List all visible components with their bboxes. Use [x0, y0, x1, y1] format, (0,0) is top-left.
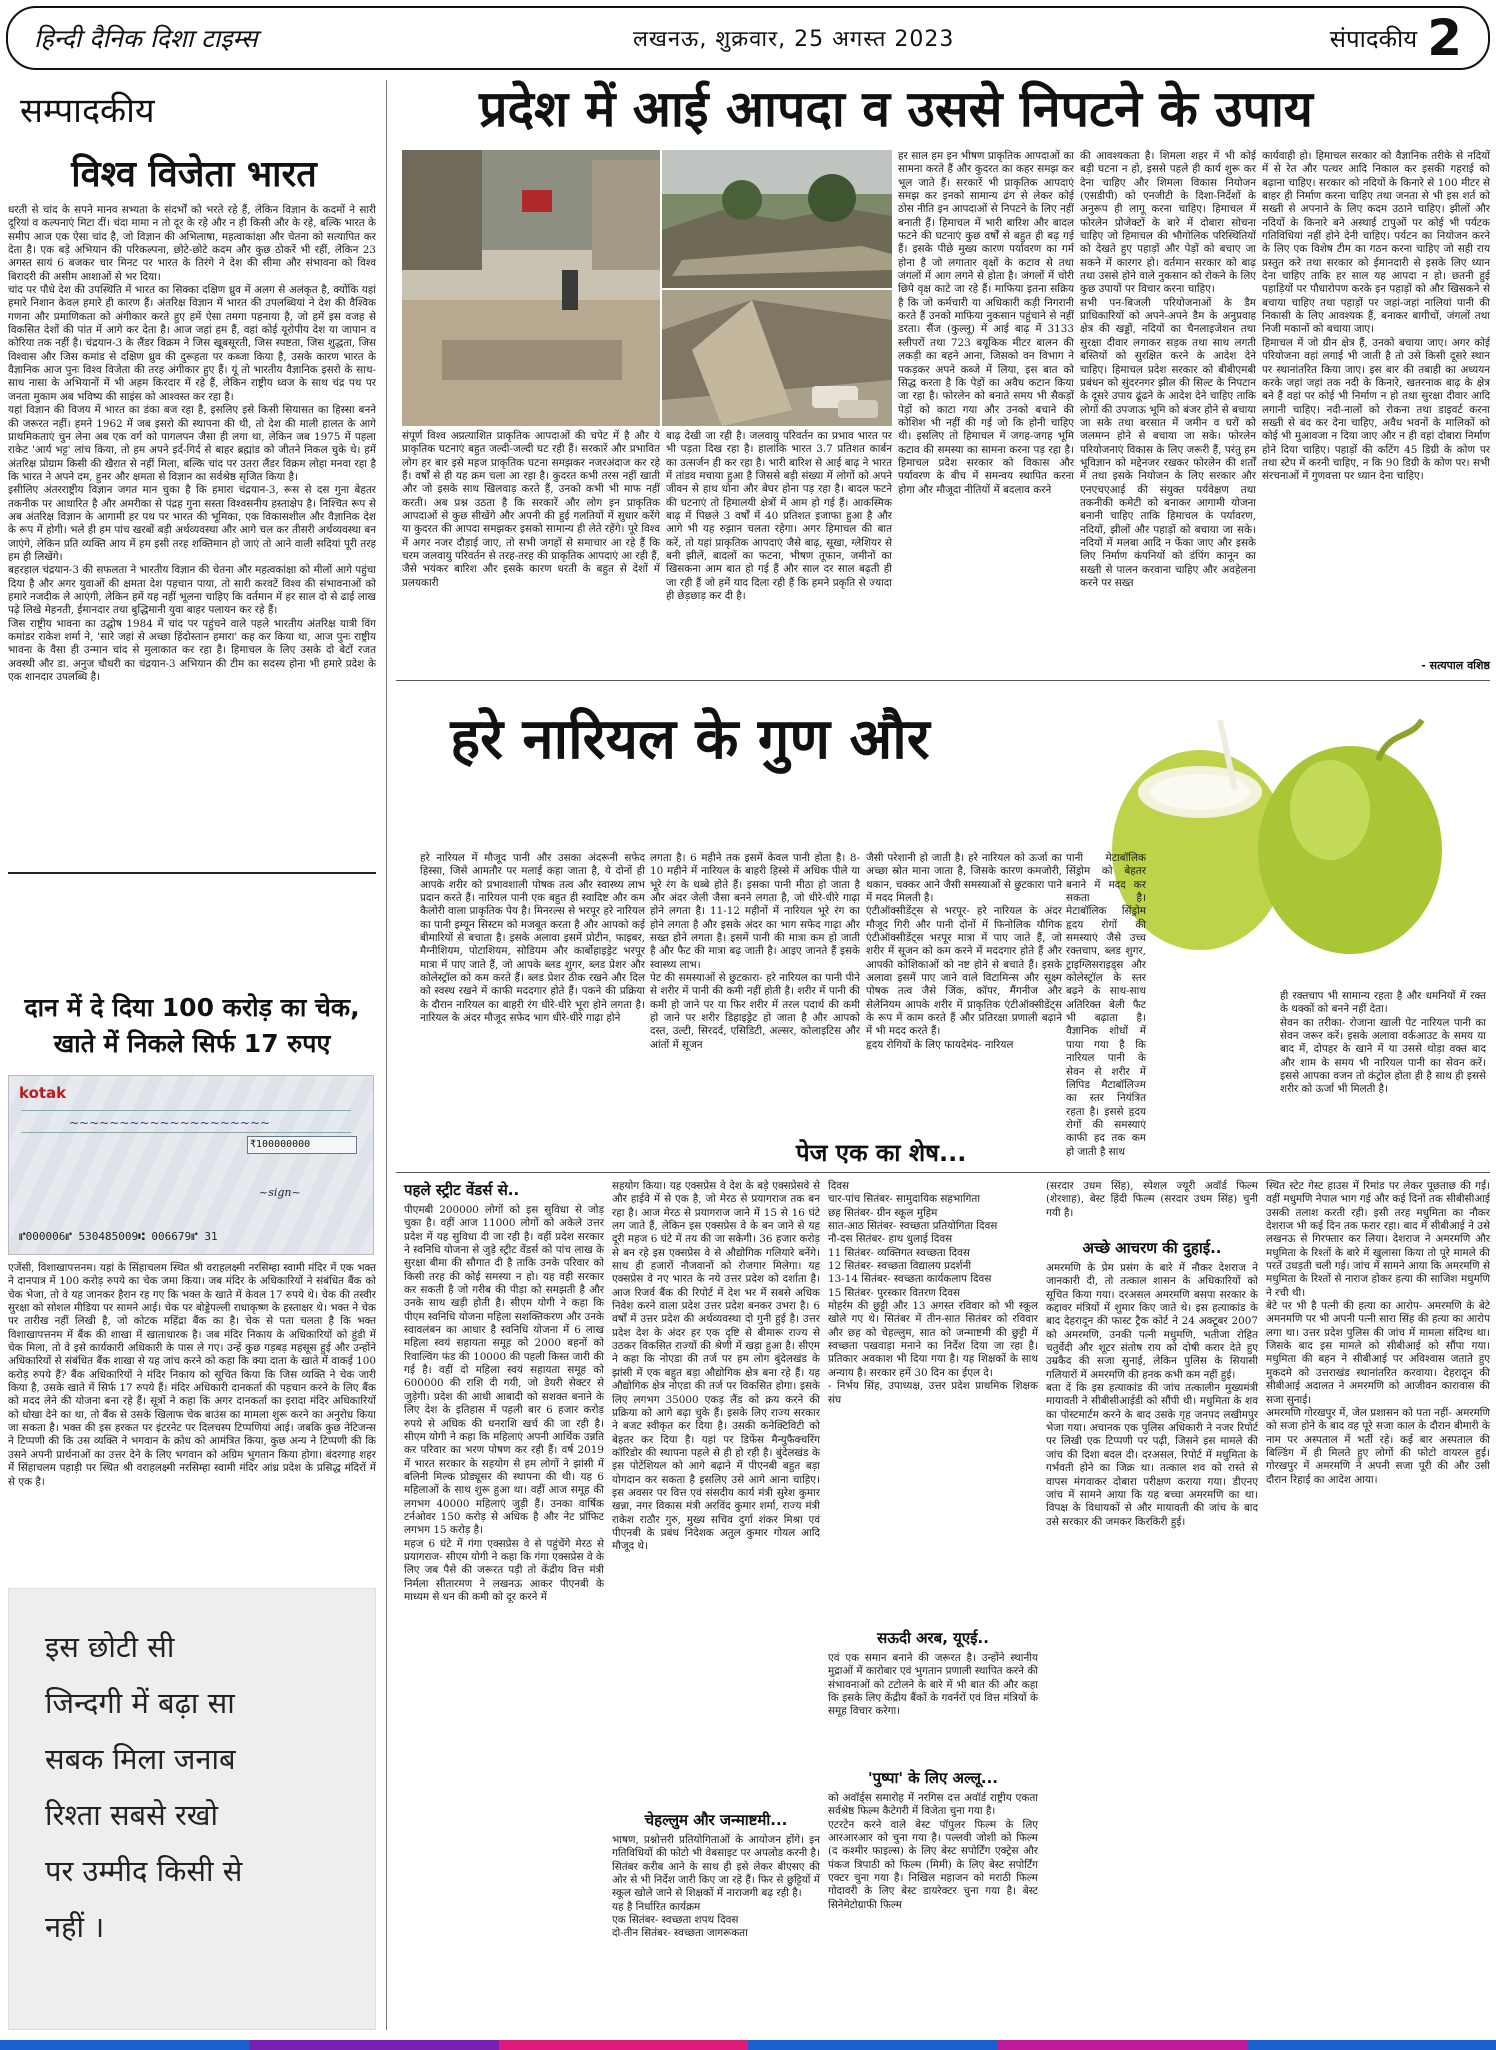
cheque-amount: ₹100000000 — [247, 1136, 357, 1154]
cheque-story-body: एजेंसी, विशाखापत्तनम। यहां के सिंहाचलम स्थित श्री वराहलक्ष्मी नरसिम्हा स्वामी मंदिर में एक भक्त ने दानपात्र में 100 करोड़ रुपये का चेक जमा किया। जब मंदिर के अधिकारियों ने संबंधित बैंक को चेक भेजा, तो वे यह जानकर हैरान रह गए कि भक्त के खाते में केवल 17 रुपये थे। चेक की तस्वीर सुरक्षा को सोशल मीडिया पर सामने आई। चेक पर बोड्डेपल्ली राधाकृष्ण के हस्ताक्षर थे। भक्त ने चेक पर तारीख नहीं लिखी है, जो कोटक महिंद्रा बैंक का है। चेक से पता चलता है कि भक्त विशाखापत्तनम में बैंक की शाखा में खाताधारक है। जब मंदिर निकाय के अधिकारियों को हुंडी में चेक मिला, तो वे इसे कार्यकारी अधिकारी के पास ले गए। उन्हें कुछ गड़बड़ महसूस हुई और उन्होंने अधिकारियों से संबंधित बैंक शाखा से यह जांच करने को कहा कि क्या दाता के खाते में वाकई 100 करोड़ रुपये हैं? बैंक अधिकारियों ने मंदिर निकाय को सूचित किया कि जिस व्यक्ति ने चेक जारी किया है, उसके खाते में सिर्फ 17 रुपये हैं। मंदिर अधिकारी दानकर्ता की पहचान करने के लिए बैंक को मदद लेने की योजना बना रहे हैं। सूत्रों ने कहा कि अगर दानकर्ता का इरादा मंदिर अधिकारियों को धोखा देने का था, तो बैंक से उसके खिलाफ चेक बाउंस का मामला शुरू करने का अनुरोध किया जा सकता है। भक्त की इस हरकत पर इंटरनेट पर दिलचस्प टिप्पणियां आई। जबकि कुछ नेटिजन्स ने टिप्पणी की कि उस व्यक्ति ने भगवान के क्रोध को आमंत्रित किया, कुछ अन्य ने टिप्पणी की कि उसने अपनी प्रार्थनाओं का उत्तर देने के लिए भगवान को अग्रिम भुगतान किया होगा। बंदरगाह शहर में सिंहाचलम पहाड़ी पर स्थित श्री वराहलक्ष्मी नरसिम्हा स्वामी मंदिर आंध्र प्रदेश के प्रसिद्ध मंदिरों में से एक है। — [8, 1262, 376, 1488]
editorial-label: सम्पादकीय — [20, 91, 155, 131]
disaster-col-5: कार्यवाही हो। हिमाचल सरकार को वैज्ञानिक तरीके से नदियों में से रेत और पत्थर आदि निकाल कर इसकी गहराई को बढ़ाना चाहिए। सरकार को नदियों के किनारे से 100 मीटर से बाहर ही निर्माण करना चाहिए तथा जनता से भी इस शर्त को सख्ती से अपनाने के लिए कदम उठाने चाहिए। झीलों और नदियों के किनारे बने अस्थाई टापुओं पर कोई भी पर्यटक गतिविधियां नहीं होने देनी चाहिए। पर्यटन का नियोजन करने के लिए एक विशेष टीम का गठन करना चाहिए जो सही राय प्रस्तुत करे तथा सरकार को ईमानदारी से इसके लिए ध्यान देना चाहिए ताकि हर साल यह आपदा न हो। छतनी हुई पहाड़ियों पर पौधारोपण करके इन पहाड़ों को और खिसकने से बचाया चाहिए तथा पहाड़ों पर जहां-जहां नालियां पानी की निकासी के लिए आवश्यक हैं, बनाकर बागीचों, जंगलों तथा निजी मकानों को बचाया जाए। हिमाचल में जो ग्रीन क्षेत्र हैं, उनको बचाया जाए। अगर कोई परियोजना वहां लगाई भी जाती है तो उसे किसी दूसरे स्थान पर स्थानांतरित किया जाए। इस बार की तबाही का अध्ययन करके जहां जहां तक नदी के किनारे, खतरनाक बाढ़ के क्षेत्र बने हैं वहां पर कोई भी निर्माण न हो तथा सुरक्षा दीवार आदि लगानी चाहिए। नदी-नालों को रोकना तथा डाइवर्ट करना सख्ती से बंद कर देना चाहिए, अवैध भवनों के मालिकों को कोई भी मुआवजा न दिया जाए और न ही वहां दोबारा निर्माण होने दिया चाहिए। पहाड़ों की कटिंग 45 डिग्री के कोण पर तथा स्टेप में करनी चाहिए, न कि 90 डिग्री के कोण पर। सभी संरचनाओं में गुणवत्ता पर ध्यान देना चाहिए। — [1262, 150, 1490, 483]
masthead — [6, 6, 1490, 70]
coconut-headline: हरे नारियल के गुण और — [450, 707, 930, 772]
coconut-col-2: लगता है। 6 महीने तक इसमें केवल पानी होता है। 8-10 महीने में नारियल के बाहरी हिस्से में अधिक पीले या भूरे रंग के धब्बे होते हैं। इसका पानी मीठा हो जाता है और अंदर जेली जैसा बनने लगता है, जो धीरे-धीरे गाढ़ा होने लगता है। 11-12 महीनों में नारियल भूरे रंग का होने लगता है और इसके अंदर का भाग सफेद गाढ़ा और सख्त होने लगता है। इसमें पानी की मात्रा कम हो जाती है और फैट की मात्रा बढ़ जाती है। आइए जानते हैं इसके स्वास्थ्य लाभ। पेट की समस्याओं से छुटकारा- हरे नारियल का पानी पीने से शरीर में पानी की कमी नहीं होती है। शरीर में पानी की कमी हो जाने पर या फिर शरीर में तरल पदार्थ की कमी हो जाने पर शरीर डिहाइड्रेट हो जाता है और आपको दस्त, उल्टी, सिरदर्द, एसिडिटी, अल्सर, कोलाइटिस और आंतों में सूजन — [650, 852, 860, 1051]
cheque-image — [8, 1075, 374, 1255]
disaster-col-2: बाढ़ देखी जा रही है। जलवायु परिवर्तन का प्रभाव भारत पर भी पड़ता दिख रहा है। हालांकि भारत 3.7 प्रतिशत कार्बन का उत्सर्जन ही कर रहा है। भारी बारिश से आई बाढ़ ने भारत में तांडव मचाया हुआ है जिससे बड़ी संख्या में लोगों को अपने जीवन से हाथ धोना और बेघर होना पड़ रहा है। बादल फटने की घटनाएं तो हिमालयी क्षेत्रों में आम हो गई हैं। आकस्मिक बाढ़ में पिछले 3 वर्षों में 40 प्रतिशत इजाफा हुआ है और आगे भी यह रुझान चलता रहेगा। अगर हिमाचल की बात करें, तो यहां प्राकृतिक आपदाएं जैसे बाढ़, सूखा, ग्लेशियर से बनी झीलें, बादलों का फटना, भीषण तूफान, जमीनों का खिसकना आम बात हो गई हैं और साल दर साल बढ़ती ही जा रही हैं जो हमें याद दिला रही हैं कि हमने प्रकृति से ज्यादा ही छेड़छाड़ कर दी है। — [666, 430, 892, 603]
saudi-title: सऊदी अरब, यूएई.. — [877, 1629, 989, 1647]
quote-box — [8, 1588, 376, 2030]
divider — [8, 872, 376, 874]
editorial-body: धरती से चांद के सपने मानव सभ्यता के संदर्भों को भरते रहे हैं, लेकिन विज्ञान के कदमों ने सारी दूरियां व कल्पनाएं मिटा दीं। चंदा मामा न तो दूर के रहे और न ही किसी और के रहे, बल्कि भारत के समीप आज एक ऐसा चांद है, जो विज्ञान की अभिलाषा, महत्वाकांक्षा और चेतना को सत्यापित कर देता है। एक बड़े अभियान की परिकल्पना, छोटे-छोटे कदम और कुछ ठोकरें भी रहीं, लेकिन 23 अगस्त सायं 6 बजकर चार मिनट पर भारत के तिरंगे ने देश की सीमा और संभावना को विश्व बिरादरी की असीम आशाओं से भर दिया। चांद पर पौधे देश की उपस्थिति में भारत का सिक्का दक्षिण ध्रुव में अलग से अलंकृत है, क्योंकि यहां हमारे निशान केवल हमारे ही कारण हैं। अंतरिक्ष विज्ञान में भारत की उपलब्धियां ने देश की वैश्विक गणना और प्रमाणिकता को अंगीकार करते हुए हमें ऐसा तमगा पहनाया है, जो हमें इस वजह से विकसित देशों की पांत में आगे कर देता है। आज जहां हम हैं, वहां कोई यूरोपीय देश या जापान व कोरिया तक नहीं है। चंद्रयान-3 के लैंडर विक्रम ने जिस खूबसूरती, जिस स्पष्टता, जिस शुद्धता, जिस विश्वास और जिस कमांड से दक्षिण ध्रुव की दुरूहता पर कब्जा किया है, उसके कारण भारत के वैज्ञानिक आज पुनः विश्व विजेता की तरह अंगीकार हुए हैं। यूं तो भारतीय वैज्ञानिक इसरो के साथ-साथ नासा के अभियानों में भी अहम किरदार में रहे हैं, लेकिन राष्ट्रीय ध्वज के साथ चंद्र पथ पर जनता मुकाम अब भविष्य की साइंस को आश्वस्त कर रहा है। यहां विज्ञान की विजय में भारत का डंका बज रहा है, इसलिए इसे किसी सियासत का हिस्सा बनने की जरूरत नहीं। हमने 1962 में जब इसरो की स्थापना की थी, तो देश की माली हालत के आगे प्राथमिकताएं चुन लेना अब एक वर्ग को पागलपन जैसा ही लगा था, लेकिन जब 1975 में पहला राकेट 'आर्य भट्ट' लांच किया, तो हम अपने इर्द-गिर्द से बाहर ब्रह्मांड को जीतने निकल चुके थे। हमें अंतरिक्ष प्रोग्राम किसी की खैरात से नहीं मिला, बल्कि चांद पर उतरा लैंडर विक्रम लोहा मनवा रहा है कि भारत ने अपने दम, हुनर और क्षमता से विज्ञान का सर्वश्रेष्ठ सृजित किया है। इसीलिए अंतरराष्ट्रीय विज्ञान जगत मान चुका है कि हमारा चंद्रयान-3, रूस से दस गुना बेहतर तकनीक पर आधारित है और अमरीका से पंद्रह गुना सस्ता विश्वसनीय हस्ताक्षेप है। निश्चित रूप से अब अंतरिक्ष विज्ञान के आगामी हर पथ पर भारत की भूमिका, एक विकासशील और वैज्ञानिक देश के रूप में होगी। भले ही हम पांच खरबों बड़ी अर्थव्यवस्था और आगे चल कर तीसरी अर्थव्यवस्था बन जाएंगे, लेकिन प्रति व्यक्ति आय में हम इसी तरह शक्तिमान हो जाएं तो आने वाली सदियां पूरी तरह हम ही लिखेंगे। बहरहाल चंद्रयान-3 की सफलता ने भारतीय विज्ञान की चेतना और महत्वकांक्षा को मीलों आगे पहुंचा दिया है और अगर युवाओं की क्षमता देश पहचान पाया, तो सारी करवटें विश्व की संभावनाओं को हमारे नजदीक ले आएंगी, लेकिन हमें यह नहीं भूलना चाहिए कि वर्तमान में हर साल दो से ढाई लाख पढ़े लिखे मेहनती, ईमानदार तथा बुद्धिमानी युवा बाहर पलायन कर रहे हैं। जिस राष्ट्रीय भावना का उद्घोष 1984 में चांद पर पहुंचने वाले पहले भारतीय अंतरिक्ष यात्री विंग कमांडर राकेश शर्मा ने, 'सारे जहां से अच्छा हिंदोस्तान हमारा' कह कर किया था, आज पुनः राष्ट्रीय भावना के वैसा ही उन्मान चांद से मुलाकात कर रहा है। हिमाचल के लिए उसके दो बेटों रजत अवस्थी और डा. अनुज चौधरी का चंद्रयान-3 अभियान की टीम का सदस्य होना भी हमारे प्रदेश के एक शानदार उपलब्धि है। — [8, 204, 376, 684]
cheque-story-title: दान में दे दिया 100 करोड़ का चेक, खाते में निकले सिर्फ 17 रुपए — [24, 993, 360, 1058]
strip-segment — [748, 2040, 997, 2050]
street-vendors-title: पहले स्ट्रीट वेंडर्स से.. — [404, 1181, 520, 1199]
strip-segment — [249, 2040, 498, 2050]
saudi-body: एवं एक समान बनाने की जरूरत है। उन्होंने स्थानीय मुद्राओं में कारोबार एवं भुगतान प्रणाली स्थापित करने की संभावनाओं को टटोलने के बारे में भी बात की और कहा कि इसके लिए केंद्रीय बैंकों के गवर्नरों एवं वित्त मंत्रियों के समूह विचार करेगा। — [828, 1652, 1038, 1718]
landslide-photo — [662, 290, 892, 426]
page-number: 2 — [1427, 9, 1462, 67]
page-one-rest-label: पेज एक का शेष... — [796, 1139, 967, 1167]
divider — [396, 680, 1490, 681]
disaster-col-4: की आवश्यकता है। शिमला शहर में भी कोई बड़ी घटना न हो, इससे पहले ही कार्य शुरू कर देना चाहिए और शिमला विकास नियोजन (एसडीपी) को एनजीटी के दिशा-निर्देशों के अनुरूप ही लागू करना चाहिए। हिमाचल में फोरलेन प्रोजेक्टों के बारे में दोबारा सोचना चाहिए जो हिमाचल की भौगोलिक परिस्थितियों को देखते हुए पहाड़ों और पेड़ों को बचाए जा सकने में कारगर हो। वर्तमान सरकार को बाढ़ तथा उससे होने वाले नुकसान को रोकने के लिए कुछ उपायों पर विचार करना चाहिए। सभी पन-बिजली परियोजनाओं के डैम प्राधिकारियों को अपने-अपने डैम के अनुप्रवाह क्षेत्र की खड्डों, नदियों का चैनलाइजेशन तथा सुरक्षा दीवार लगाकर सड़क तथा साथ लगती बस्तियों को सुरक्षित करने के आदेश देने चाहिए। हिमाचल प्रदेश सरकार को बीबीएमबी प्रबंधन को सुंदरनगर झील की सिल्ट के निपटान के दूसरे उपाय ढूंढने के आदेश देने चाहिए ताकि लोगों की उपजाऊ भूमि को बंजर होने से बचाया जा सके तथा बरसात में जमीन व घरों को जलमग्न होने से बचाया जा सके। फोरलेन परियोजनाएं विकास के लिए जरूरी हैं, परंतु हम भूविज्ञान को मद्देनजर रखकर फोरलेन की शर्तों में तथा इसके नियोजन के लिए सरकार और एनएचएआई की संयुक्त पर्यवेक्षण तथा तकनीकी कमेटी को बनाकर आगामी योजना बनानी चाहिए ताकि हिमाचल के पर्यावरण, नदियों, झीलों और पहाड़ों को बचाया जा सके। नदियों में मलबा आदि न फेंका जाए और इसके लिए निर्माण कंपनियों को डंपिंग कानून का सख्ती से पालन करवाना चाहिए और अवहेलना करने पर सख्त — [1080, 150, 1256, 589]
pushpa-body: को अवॉर्ड्स समारोह में नरगिस दत्त अवॉर्ड राष्ट्रीय एकता सर्वश्रेष्ठ फिल्म कैटेगरी में विजेता चुना गया है। एटरटेन करने वाले बेस्ट पॉपुलर फिल्म के लिए आरआरआर को चुना गया है। पल्लवी जोशी को फिल्म (द कश्मीर फाइल्स) के लिए बेस्ट सपोर्टिंग एक्ट्रेस और पंकज त्रिपाठी को फिल्म (मिमी) के लिए बेस्ट सपोर्टिंग एक्टर चुना गया है। निखिल महाजन को मराठी फिल्म गोदावरी के लिए बेस्ट डायरेक्टर चुना गया है। बेस्ट सिनेमेटोग्राफी फिल्म — [828, 1792, 1038, 1911]
strip-segment — [499, 2040, 748, 2050]
awards-continued: (सरदार उधम सिंह), स्पेशल ज्यूरी अवॉर्ड फिल्म (शेरशाह), बेस्ट हिंदी फिल्म (सरदार उधम सिंह) चुनी गयी है। — [1046, 1180, 1258, 1219]
conduct-continued: स्थित स्टेट गेस्ट हाउस में रिमांड पर लेकर पूछताछ की गई। वहीं मधुमणि नेपाल भाग गई और कई दिनों तक सीबीसीआई उसकी तलाश करती रही। इसी तरह मधुमिता का नौकर देशराज भी कई दिन तक फरार रहा। बाद में सीबीआई ने उसे लखनऊ से गिरफ्तार कर लिया। देशराज ने अमरमणि और मधुमिता के रिश्तों के बारे में खुलासा किया तो पूरे मामले की परतें उधड़ती चली गई। जांच में सामने आया कि अमरमणि से मधुमिता के रिश्तों से नाराज होकर हत्या की साजिश मधुमणि ने रची थी। बेटे पर भी है पत्नी की हत्या का आरोप- अमरमणि के बेटे अमनमणि पर भी अपनी पत्नी सारा सिंह की हत्या का आरोप लगा था। उत्तर प्रदेश पुलिस की जांच में मामला संदिग्ध था। जिसके बाद इस मामले को सीबीआई को सौंपा गया। मधुमिता की बहन ने सीबीआई पर अविश्वास जताते हुए मुकदमे को उत्तराखंड स्थानांतरित करवाया। देहरादून की सीबीआई अदालत ने अमरमणि को आजीवन कारावास की सजा सुनाई। अमरमणि गोरखपुर में, जेल प्रशासन को पता नहीं- अमरमणि को सजा होने के बाद वह पूरे सजा काल के दौरान बीमारी के नाम पर अस्पताल में भर्ती रहे। कई बार अस्पताल की बिल्डिंग में ही मिलते हुए लोगों की फोटो वायरल हुई। गोरखपुर में अमरमणि ने अपनी सजा पूरी की और उसी दौरान रिहाई का आदेश आया। — [1266, 1180, 1490, 1486]
cheque-handwriting: ~~~~~~~~~~~~~~~~~~~~ — [69, 1116, 271, 1130]
signature-icon: ~sign~ — [259, 1186, 301, 1199]
strip-segment — [1247, 2040, 1496, 2050]
editorial-title: विश्व विजेता भारत — [71, 154, 317, 195]
disaster-headline: प्रदेश में आई आपदा व उससे निपटने के उपाय — [479, 80, 1313, 138]
column-divider — [386, 80, 387, 2030]
coconut-col-5: ही रक्तचाप भी सामान्य रहता है और धमनियों में रक्त के थक्कों को बनने नहीं देता। सेवन का तरीका- रोजाना खाली पेट नारियल पानी का सेवन जरूर करें। इसके अलावा वर्कआउट के समय या बाद में, दोपहर के खाने में या उससे थोड़ा वक्त बाद और शाम के समय भी नारियल पानी का सेवन करें। इससे आपका वजन तो कंट्रोल होता ही है साथ ही इससे शरीर को ऊर्जा भी मिलती है। — [1280, 990, 1486, 1096]
section-name: संपादकीय — [1329, 24, 1418, 53]
strip-segment — [997, 2040, 1246, 2050]
river-photo — [662, 150, 892, 288]
coconut-col-3: जैसी परेशानी हो जाती है। हरे नारियल को ऊर्जा का अच्छा स्रोत माना जाता है, जिसके कारण कमजोरी, थकान, चक्कर आने जैसी समस्याओं से छुटकारा पाने में मदद मिलती है। एंटीऑक्सीडेंट्स से भरपूर- हरे नारियल के अंदर मौजूद गिरी और पानी दोनों में फिनोलिक यौगिक एंटीऑक्सीडेंट्स भरपूर मात्रा में पाए जाते हैं, जो शरीर में सूजन को कम करने में मददगार होते हैं और आपकी कोशिकाओं को नष्ट होने से बचाते हैं। इसके अलावा इसमें पाए जाने वाले विटामिन्स और सूक्ष्म पोषक तत्व जैसे जिंक, कॉपर, मैंगनीज और सेलेनियम आपके शरीर में प्राकृतिक एंटीऑक्सीडेंट्स के रूप में काम करते हैं और प्रतिरक्षा प्रणाली बढ़ाने में भी मदद करते हैं। हृदय रोगियों के लिए फायदेमंद- नारियल — [866, 852, 1062, 1051]
quote-text: इस छोटी सी जिन्दगी में बढ़ा सा सबक मिला जनाब रिश्ता सबसे रखो पर उम्मीद किसी से नहीं । — [45, 1630, 243, 1944]
pushpa-title: 'पुष्पा' के लिए अल्लू... — [868, 1769, 998, 1787]
bank-logo: kotak — [19, 1084, 67, 1102]
divider — [396, 1172, 1490, 1173]
section-label — [1330, 9, 1462, 67]
conduct-body: अमरमणि के प्रेम प्रसंग के बारे में नौकर देशराज ने जानकारी दी, तो तत्काल शासन के अधिकारियों को सूचित किया गया। दरअसल अमरमणि बसपा सरकार के कद्दावर मंत्रियों में शुमार किए जाते थे। इस हत्याकांड के बाद देहरादून की फास्ट ट्रैक कोर्ट ने 24 अक्टूबर 2007 को अमरमणि, उनकी पत्नी मधुमणि, भतीजा रोहित चतुर्वेदी और शूटर संतोष राय को दोषी करार देते हुए उम्रकैद की सजा सुनाई, लेकिन पुलिस के सियासी गलियारों में अमरमणि की हनक कभी कम नहीं हुई। बता दें कि इस हत्याकांड की जांच तत्कालीन मुख्यमंत्री मायावती ने सीबीसीआईडी को सौंपी थी। मधुमिता के शव का पोस्टमार्टम करने के बाद उसके गृह जनपद लखीमपुर भेजा गया। अचानक एक पुलिस अधिकारी ने नजर रिपोर्ट पर लिखी एक टिप्पणी पर पढ़ी, जिसने इस मामले की जांच की दिशा बदल दी। दरअसल, रिपोर्ट में मधुमिता के गर्भवती होने का जिक्र था। तत्काल शव को रास्ते से वापस मंगवाकर दोबारा परीक्षण कराया गया। डीएनए जांच में सामने आया कि यह बच्चा अमरमणि का था। विपक्ष के विधायकों से और मायावती की जांच के बाद उसे सरकार की जमकर किरकिरी हुई। — [1046, 1262, 1258, 1528]
disaster-col-1: संपूर्ण विश्व अप्रत्याशित प्राकृतिक आपदाओं की चपेट में है और ये प्राकृतिक घटनाएं बहुत जल्दी-जल्दी घट रही हैं। सरकारें और प्रभावित लोग हर बार इसे महज प्राकृतिक घटना समझकर नजरअंदाज कर रहे हैं। वर्षों से ही यह क्रम चला आ रहा है। कुदरत कभी तरस नहीं खाती और जो इसके साथ खिलवाड़ करते हैं, उनको कभी भी माफ नहीं करती। अब प्रश्न उठता है कि सरकारें और लोग इन प्राकृतिक आपदाओं से कुछ सीखेंगे और अपनी की हुई गलतियों में सुधार करेंगे या कुदरत की आपदा समझकर इसको सामान्य ही लेते रहेंगे। पूरे विश्व में अगर नजर दौड़ाई जाए, तो सभी जगहों से समाचार आ रहे हैं कि चरम जलवायु परिवर्तन से तरह-तरह की प्राकृतिक आपदाएं आ रही हैं, जैसे भयंकर बारिश और इसके कारण धरती के बहुत से देशों में प्रलयकारी — [402, 430, 660, 589]
strip-segment — [0, 2040, 249, 2050]
chehallum-title: चेहल्लुम और जन्माष्टमी... — [644, 1811, 788, 1829]
newspaper-name: हिन्दी दैनिक दिशा टाइम्स — [34, 24, 258, 53]
chehallum-body: भाषण, प्रश्नोत्तरी प्रतियोगिताओं के आयोजन होंगे। इन गतिविधियों की फोटो भी वेबसाइट पर अपलोड करनी है। सितंबर करीब आने के साथ ही इसे लेकर बीएसए की ओर से भी निर्देश जारी किए जा रहे हैं। फिर से छुट्टियों में स्कूल खोले जाने से शिक्षकों में नाराजगी बढ़ रही है। यह है निर्धारित कार्यक्रम एक सितंबर- स्वच्छता शपथ दिवस दो-तीन सितंबर- स्वच्छता जागरूकता — [612, 1834, 820, 1940]
bottom-color-strip — [0, 2040, 1496, 2050]
dateline: लखनऊ, शुक्रवार, 25 अगस्त 2023 — [632, 27, 955, 52]
schedule-col: दिवस चार-पांच सितंबर- सामुदायिक सहभागिता छह सितंबर- ग्रीन स्कूल मुहिम सात-आठ सितंबर- स्वच्छता प्रतियोगिता दिवस नौ-दस सितंबर- हाथ धुलाई दिवस 11 सितंबर- व्यक्तिगत स्वच्छता दिवस 12 सितंबर- स्वच्छता विद्यालय प्रदर्शनी 13-14 सितंबर- स्वच्छता कार्यकलाप दिवस 15 सितंबर- पुरस्कार वितरण दिवस मोहर्रम की छुट्टी और 13 अगस्त रविवार को भी स्कूल खोले गए थे। सितंबर में तीन-सात सितंबर को रविवार और छह को चेहल्लुम, सात को जन्माष्टमी की छुट्टी में स्वच्छता पखवाड़ा मनाने का निर्देश दिया जा रहा है। प्रतिकार अवकाश भी दिया गया है। यह शिक्षकों के साथ अन्याय है। सरकार हमें 30 दिन का ईएल दे। - निर्भय सिंह, उपाध्यक्ष, उत्तर प्रदेश प्राथमिक शिक्षक संघ — [828, 1180, 1038, 1406]
coconut-col-1: हरे नारियल में मौजूद पानी और उसका अंदरूनी सफेद हिस्सा, जिसे आमतौर पर मलाई कहा जाता है, ये दोनों ही आपके शरीर को प्रभावशाली पोषक तत्व और स्वास्थ्य लाभ प्रदान करते हैं। नारियल पानी एक बहुत ही स्वादिष्ट और कम कैलोरी वाला प्राकृतिक पेय है। मिनरल्स से भरपूर हरे नारियल का पानी इम्यून सिस्टम को मजबूत करता है और आपको कई बीमारियों से बचाता है। इसके अलावा इसमें प्रोटीन, फाइबर, मैग्नीशियम, पोटाशियम, सोडियम और कार्बोहाइड्रेट भरपूर मात्रा में पाए जाते हैं, जो आपके ब्लड शुगर, ब्लड प्रेशर और कोलेस्ट्रॉल को कम करते हैं। ब्लड प्रेशर ठीक रखने और दिल को स्वस्थ रखने में काफी मददगार होते हैं। पकने की प्रक्रिया के दौरान नारियल का बाहरी रंग धीरे-धीरे भूरा होने लगता है। नारियल के अंदर मौजूद सफेद भाग धीरे-धीरे गाढ़ा होने — [420, 852, 645, 1025]
disaster-byline: - सत्यपाल वशिष्ठ — [1421, 659, 1490, 672]
cheque-micr: ⑈000006⑈ 530485009⑆ 006679⑈ 31 — [19, 1230, 218, 1243]
flood-photo — [402, 150, 660, 426]
disaster-col-3: हर साल हम इन भीषण प्राकृतिक आपदाओं का सामना करते हैं और कुदरत का कहर समझ कर भूल जाते हैं। सरकारें भी प्राकृतिक आपदाएं समझ कर इनको सामान्य ढंग से लेकर कोई ठोस नीति इन आपदाओं से निपटने के लिए नहीं बनाती हैं। हिमाचल में भारी बारिश और बादल फटने की घटनाएं कुछ वर्षों से बहुत ही बढ़ गई हैं। इसके पीछे मुख्य कारण पर्यावरण का गर्म होना है जो लगातार वृक्षों के कटाव से तथा जंगलों में आग लगने से होता है। जंगलों में चोरी छिपे वृक्ष काटे जा रहे हैं। माफिया इतना सक्रिय है कि जो कर्मचारी या अधिकारी कड़ी निगरानी करते हैं उनको माफिया नुकसान पहुंचाने से नहीं डरता। सैंज (कुल्लू) में आई बाढ़ में 3133 स्लीपरों तथा 723 बयूकिक मीटर बालन की लकड़ी का बहने आना, जिसको वन विभाग ने पकड़कर अपने कब्जे में लिया, इस बात को सिद्ध करता है कि पेड़ों का अवैध कटान किया जा रहा है। फोरलेन को बनाते समय भी सैकड़ों पेड़ों को काटा गया और उनको बचाने की कोशिश भी नहीं की गई जो कि होनी चाहिए थी। इसलिए तो हिमाचल में जगह-जगह भूमि कटाव की समस्या का सामना करना पड़ रहा है। हिमाचल प्रदेश सरकार को विकास और पर्यावरण के बीच में समन्वय स्थापित करना होगा और मौजूदा नीतियों में बदलाव करने — [898, 150, 1074, 496]
coconut-col-4: पानी मेटाबॉलिक सिंड्रोम को बेहतर बनाने में मदद कर सकता है। मेटाबॉलिक सिंड्रोम हृदय रोगों की समस्याएं जैसे उच्च रक्तचाप, ब्लड शुगर, ट्राइग्लिसराइड्स और कोलेस्ट्रॉल के स्तर बढ़ने के साथ-साथ अतिरिक्त बेली फैट भी बढ़ाता है। वैज्ञानिक शोधों में पाया गया है कि नारियल पानी के सेवन से शरीर में लिपिड मैटाबॉलिज्म का स्तर नियंत्रित रहता है। इससे हृदय रोगों की समस्याएं काफी हद तक कम हो जाती है साथ — [1066, 852, 1146, 1158]
street-vendors-col-2: सहयोग किया। यह एक्सप्रेस वे देश के बड़े एक्सप्रेसवे से और हाईवे में से एक है, जो मेरठ से प्रयागराज तक बन रहा है। आज मेरठ से प्रयागराज जाने में 15 से 16 घंटे लग जाते हैं, लेकिन इस एक्सप्रेस वे के बन जाने से यह दूरी महज 6 घंटे में तय की जा सकेगी। 36 हजार करोड़ से बन रहे इस एक्सप्रेस वे से औद्योगिक गलियारे बनेंगे। साथ ही हजारों नौजवानों को रोजगार मिलेगा। यह एक्सप्रेस वे नए भारत के नये उत्तर प्रदेश को दर्शाता है। आज रिजर्व बैंक की रिपोर्ट में देश भर में सबसे अधिक निवेश करने वाला प्रदेश उत्तर प्रदेश बनकर उभरा है। 6 वर्षों में उत्तर प्रदेश की अर्थव्यवस्था दो गुनी हुई है। उत्तर प्रदेश देश के अंदर हर एक दृष्टि से बीमारू राज्य से उठकर विकसित राज्यों की श्रेणी में खड़ा हुआ है। सीएम ने कहा कि नोएडा की तर्ज पर हम लोग बुंदेलखंड के झांसी में एक बहुत बड़ा औद्योगिक क्षेत्र बना रहे हैं। यह औद्योगिक क्षेत्र नोएडा की तर्ज पर विकसित होगा। इसके लिए लगभग 35000 एकड़ लैंड को क्रय करने की प्रक्रिया को आगे बढ़ा चुके हैं। इसके लिए राज्य सरकार ने बजट स्वीकृत कर दिया है। उसकी कनेक्टिविटी को बेहतर कर दिया है। यहां पर डिफेंस मैन्युफैक्चरिंग कॉरिडोर की स्थापना पहले से ही हो रही है। बुंदेलखंड के इस पोटेंशियल को आगे बढ़ाने में पीएनबी बहुत बड़ा योगदान कर सकता है इसलिए उसे आगे आना चाहिए। इस अवसर पर वित्त एवं संसदीय कार्य मंत्री सुरेश कुमार खन्ना, नगर विकास मंत्री अरविंद कुमार शर्मा, राज्य मंत्री राकेश राठौर गुरु, मुख्य सचिव दुर्गा शंकर मिश्रा एवं पीएनबी के प्रबंध निदेशक अतुल कुमार गोयल आदि मौजूद थे। — [612, 1180, 820, 1553]
conduct-title: अच्छे आचरण की दुहाई.. — [1082, 1239, 1222, 1257]
street-vendors-col-1: पीएमबी 200000 लोगों को इस सुविधा से जोड़ चुका है। वहीं आज 11000 लोगों को अकेले उत्तर प्रदेश में यह सुविधा दी जा रही है। वहीं प्रदेश सरकार ने स्वनिधि योजना से जुड़े स्ट्रीट वेंडर्स को पांच लाख के सुरक्षा बीमा की सौगात दी है ताकि उनके परिवार को किसी तरह की कोई समस्या न हो। यह वही सरकार कर सकती है जो गरीब की पीड़ा को समझती है और उनके साथ खड़ी होती है। सीएम योगी ने कहा कि पीएम स्वनिधि योजना महिला सशक्तिकरण और उनके स्वावलंबन का आधार है स्वनिधि योजना में 6 लाख महिला स्वयं सहायता समूह को 2000 बहनों को रिवाल्विंग फंड की 10000 की पहली किस्त जारी की गई है। वहीं दो महिला स्वयं सहायता समूह को 600000 की राशि दी गयी, जो डेयरी सेक्टर से जुड़ेगी। प्रदेश की आधी आबादी को सशक्त बनाने के लिए देश के इतिहास में पहली बार 6 हजार करोड़ रुपये से अधिक की धनराशि खर्च की जा रही है। सीएम योगी ने कहा कि महिलाएं अपनी आर्थिक उन्नति कर परिवार का भरण पोषण कर रही हैं। वर्ष 2019 में भारत सरकार के सहयोग से हम लोगों ने झांसी में बलिनी मिल्क प्रोड्यूसर की स्थापना की थी। यह 6 महिलाओं के साथ शुरू हुआ था। वहीं आज समूह की लगभग 40000 महिलाएं जुड़ी हैं। उनका वार्षिक टर्नओवर 150 करोड़ से अधिक है और नेट प्रॉफिट लगभग 15 करोड़ है। महज 6 घंटे में गंगा एक्सप्रेस वे से पहुंचेंगे मेरठ से प्रयागराज- सीएम योगी ने कहा कि गंगा एक्सप्रेस वे के लिए जब पैसे की जरूरत पड़ी तो केंद्रीय वित्त मंत्री निर्मला सीतारमण ने लखनऊ आकर पीएनबी के माध्यम से धन की कमी को दूर करने में — [404, 1204, 604, 1603]
